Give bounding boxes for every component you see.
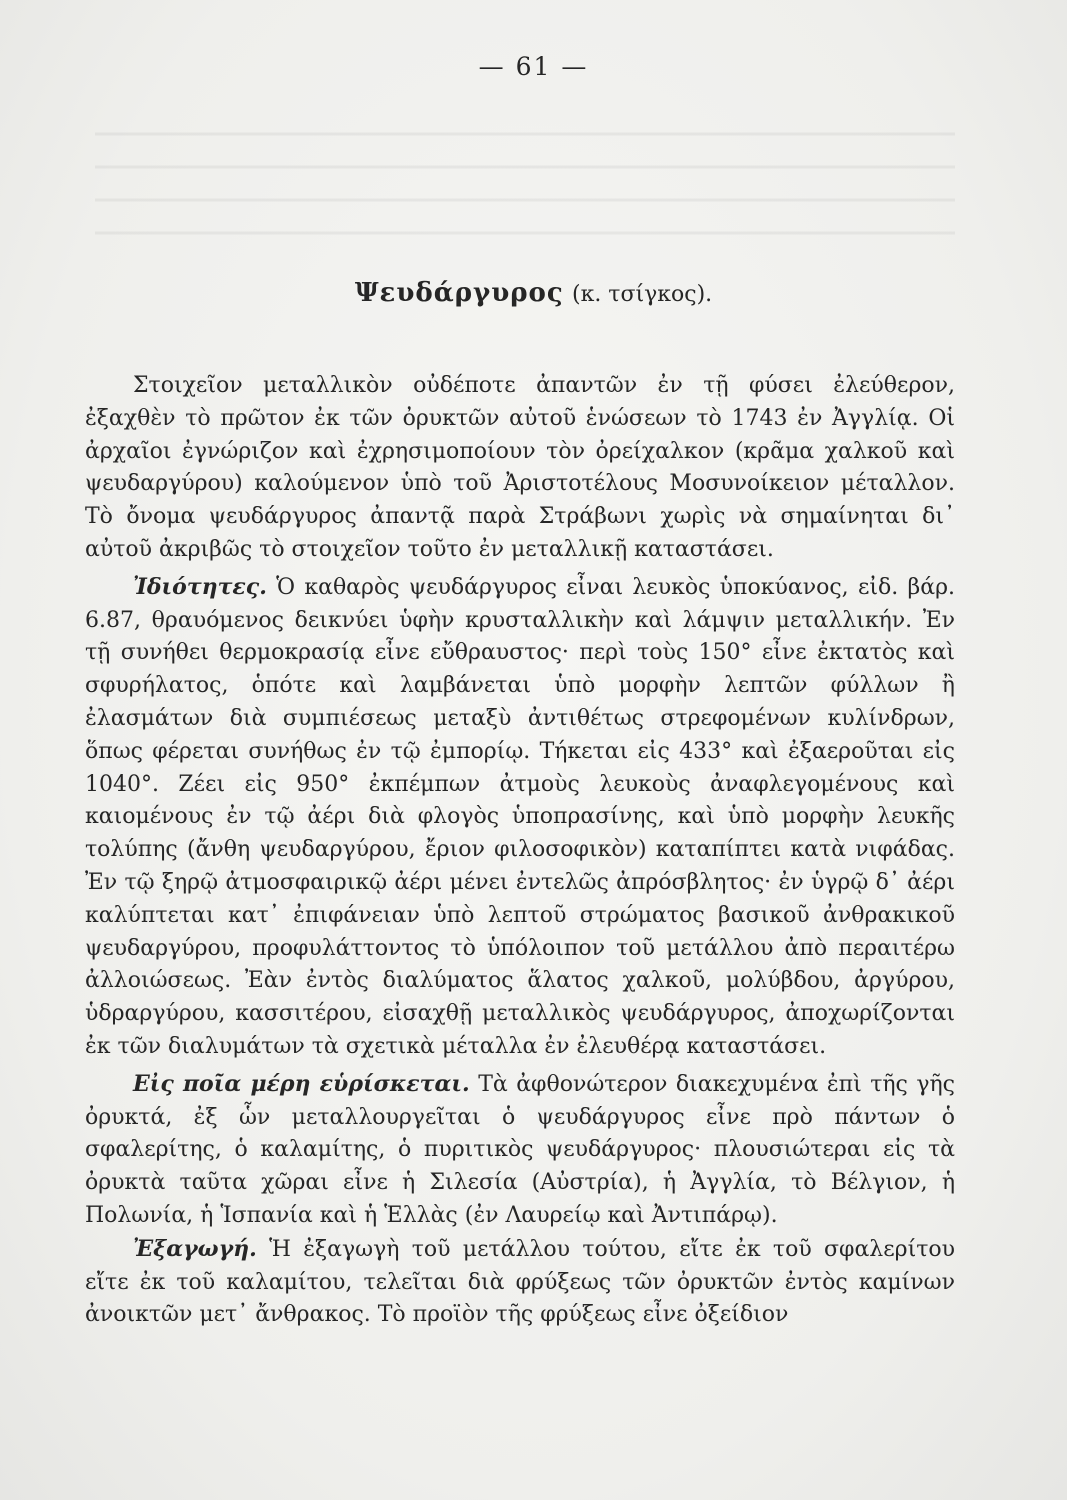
- paragraph-intro: [85, 370, 955, 567]
- paragraph-extraction: [85, 1233, 955, 1332]
- paragraph-lead: Εἰς ποῖα μέρη εὑρίσκεται.: [133, 1070, 470, 1097]
- paragraph-text: Ὁ καθαρὸς ψευδάργυρος εἶναι λευκὸς ὑποκύανος, εἰδ. βάρ. 6.87, θραυόμενος δεικνύει ὑφὴν κρυσταλλικὴν καὶ λάμψιν μεταλλικήν. Ἐν τῇ συνήθει θερμοκρασίᾳ εἶνε εὔθραυστος· περὶ τοὺς 150° εἶνε ἐκτατὸς καὶ σφυρήλατος, ὁπότε καὶ λαμβάνεται ὑπὸ μορφὴν λεπτῶν φύλλων ἢ ἐλασμάτων διὰ συμπιέσεως μεταξὺ ἀντιθέτως στρεφομένων κυλίνδρων, ὅπως φέρεται συνήθως ἐν τῷ ἐμπορίῳ. Τήκεται εἰς 433° καὶ ἐξαεροῦται εἰς 1040°. Ζέει εἰς 950° ἐκπέμπων ἀτμοὺς λευκοὺς ἀναφλεγομένους καὶ καιομένους ἐν τῷ ἀέρι διὰ φλογὸς ὑποπρασίνης, καὶ ὑπὸ μορφὴν λευκῆς τολύπης (ἄνθη ψευδαργύρου, ἔριον φιλοσοφικὸν) καταπίπτει κατὰ νιφάδας. Ἐν τῷ ξηρῷ ἀτμοσφαιρικῷ ἀέρι μένει ἐντελῶς ἀπρόσβλητος· ἐν ὑγρῷ δ᾿ ἀέρι καλύπτεται κατ᾿ ἐπιφάνειαν ὑπὸ λεπτοῦ στρώματος βασικοῦ ἀνθρακικοῦ ψευδαργύρου, προφυλάττοντος τὸ ὑπόλοιπον τοῦ μετάλλου ἀπὸ περαιτέρω ἀλλοιώσεως. Ἐὰν ἐντὸς διαλύματος ἅλατος χαλκοῦ, μολύβδου, ἀργύρου, ὑδραργύρου, κασσιτέρου, εἰσαχθῇ μεταλλικὸς ψευδάργυρος, ἀποχωρίζονται ἐκ τῶν διαλυμάτων τὰ σχετικὰ μέταλλα ἐν ἐλευθέρᾳ καταστάσει.: [85, 574, 955, 1059]
- paragraph-properties: [85, 571, 955, 1064]
- page-number: — 61 —: [478, 52, 589, 81]
- paragraph-lead: Ἰδιότητες.: [133, 573, 267, 600]
- paragraph-occurrence: [85, 1068, 955, 1233]
- heading-note: (κ. τσίγκος).: [571, 282, 713, 307]
- bleed-through-texture: [95, 110, 955, 250]
- paragraph-text: Ἡ ἐξαγωγὴ τοῦ μετάλλου τούτου, εἴτε ἐκ τοῦ σφαλερίτου εἴτε ἐκ τοῦ καλαμίτου, τελεῖται διὰ φρύξεως τῶν ὀρυκτῶν ἐντὸς καμίνων ἀνοικτῶν μετ᾿ ἄνθρακος. Τὸ προϊὸν τῆς φρύξεως εἶνε ὀξείδιον: [85, 1236, 955, 1328]
- article-body: [85, 370, 955, 1332]
- paragraph-text: Τὰ ἀφθονώτερον διακεχυμένα ἐπὶ τῆς γῆς ὀρυκτά, ἐξ ὧν μεταλλουργεῖται ὁ ψευδάργυρος εἶνε πρὸ πάντων ὁ σφαλερίτης, ὁ καλαμίτης, ὁ πυριτικὸς ψευδάργυρος· πλουσιώτεραι εἰς τὰ ὀρυκτὰ ταῦτα χῶραι εἶνε ἡ Σιλεσία (Αὐστρία), ἡ Ἀγγλία, τὸ Βέλγιον, ἡ Πολωνία, ἡ Ἱσπανία καὶ ἡ Ἑλλὰς (ἐν Λαυρείῳ καὶ Ἀντιπάρῳ).: [85, 1071, 955, 1228]
- paragraph-text: Στοιχεῖον μεταλλικὸν οὐδέποτε ἀπαντῶν ἐν τῇ φύσει ἐλεύθερον, ἐξαχθὲν τὸ πρῶτον ἐκ τῶν ὀρυκτῶν αὐτοῦ ἑνώσεων τὸ 1743 ἐν Ἀγγλίᾳ. Οἱ ἀρχαῖοι ἐγνώριζον καὶ ἐχρησιμοποίουν τὸν ὀρείχαλκον (κρᾶμα χαλκοῦ καὶ ψευδαργύρου) καλούμενον ὑπὸ τοῦ Ἀριστοτέλους Μοσυνοίκειον μέταλλον. Τὸ ὄνομα ψευδάργυρος ἀπαντᾷ παρὰ Στράβωνι χωρὶς νὰ σημαίνηται δι᾿ αὐτοῦ ἀκριβῶς τὸ στοιχεῖον τοῦτο ἐν μεταλλικῇ καταστάσει.: [85, 373, 955, 562]
- section-heading: [0, 278, 1067, 308]
- paragraph-lead: Ἐξαγωγή.: [133, 1235, 257, 1262]
- heading-title: Ψευδάργυρος: [354, 278, 564, 308]
